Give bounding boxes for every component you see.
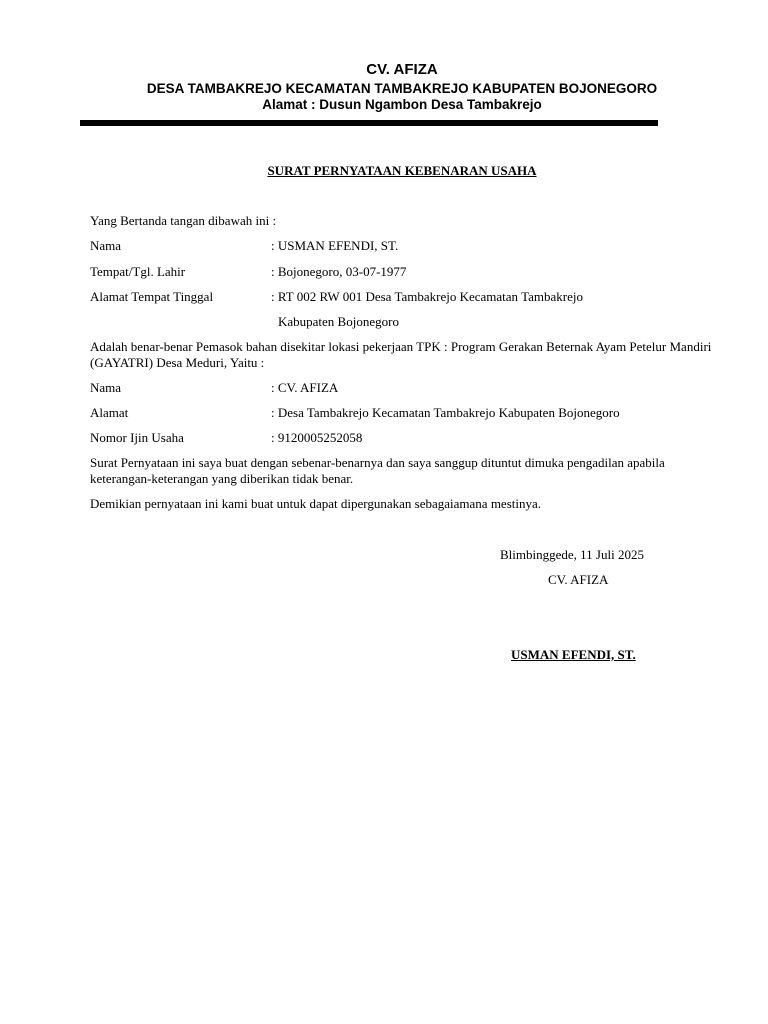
signatory-name-label: Nama: [90, 238, 122, 253]
signatory-name-value: : USMAN EFENDI, ST.: [271, 238, 399, 253]
letter-title: SURAT PERNYATAAN KEBENARAN USAHA: [267, 163, 537, 178]
letterhead-location: DESA TAMBAKREJO KECAMATAN TAMBAKREJO KABUPATEN BOJONEGORO: [146, 81, 658, 96]
statement-paragraph: Adalah benar-benar Pemasok bahan disekitar lokasi pekerjaan TPK : Program Gerakan Beternak Ayam Petelur Mandiri (GAYATRI) Desa Meduri, Yaitu :: [90, 339, 712, 370]
signatory-address-value-line1: : RT 002 RW 001 Desa Tambakrejo Kecamatan Tambakrejo: [271, 289, 583, 304]
signatory-address-value-line2: Kabupaten Bojonegoro: [278, 314, 399, 329]
business-permit-value: : 9120005252058: [271, 430, 363, 445]
letterhead-divider: [80, 120, 658, 126]
letterhead-company-name: CV. AFIZA: [366, 61, 438, 78]
signatory-address-label: Alamat Tempat Tinggal: [90, 289, 214, 304]
business-name-value: : CV. AFIZA: [271, 380, 339, 395]
signature-signer-name: USMAN EFENDI, ST.: [511, 647, 636, 662]
business-address-value: : Desa Tambakrejo Kecamatan Tambakrejo Kabupaten Bojonegoro: [271, 405, 620, 420]
intro-text: Yang Bertanda tangan dibawah ini :: [90, 213, 277, 228]
signature-place-date: Blimbinggede, 11 Juli 2025: [500, 547, 644, 562]
business-name-label: Nama: [90, 380, 122, 395]
closing-paragraph: Demikian pernyataan ini kami buat untuk dapat dipergunakan sebagaiamana mestinya.: [90, 496, 542, 511]
signatory-birth-label: Tempat/Tgl. Lahir: [90, 264, 186, 279]
declaration-paragraph: Surat Pernyataan ini saya buat dengan sebenar-benarnya dan saya sanggup dituntut dimuka pengadilan apabila keterangan-keterangan yang diberikan tidak benar.: [90, 455, 665, 486]
business-permit-label: Nomor Ijin Usaha: [90, 430, 184, 445]
business-address-label: Alamat: [90, 405, 129, 420]
letterhead-address: Alamat : Dusun Ngambon Desa Tambakrejo: [262, 97, 542, 112]
signatory-birth-value: : Bojonegoro, 03-07-1977: [271, 264, 407, 279]
signature-company: CV. AFIZA: [548, 572, 609, 587]
